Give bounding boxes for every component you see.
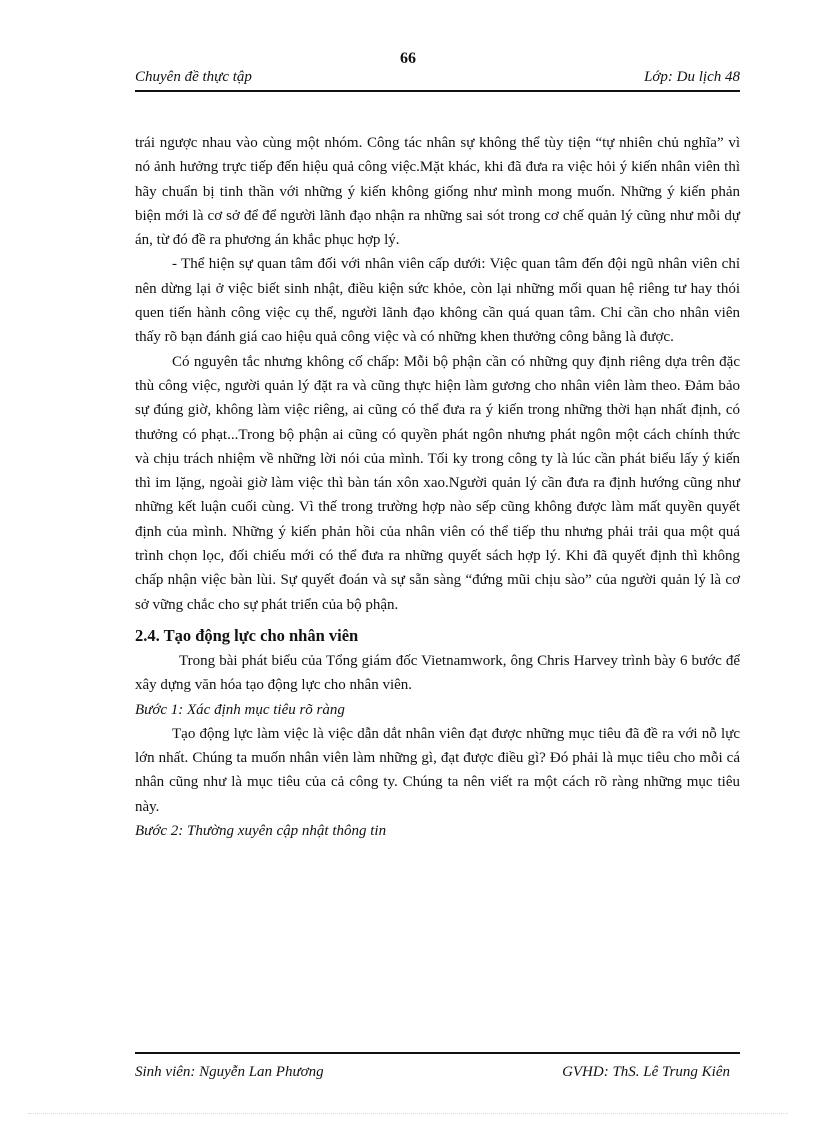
page-header — [135, 68, 740, 92]
header-class-label: Lớp: Du lịch 48 — [644, 69, 740, 85]
paragraph-care-for-staff: - Thể hiện sự quan tâm đối với nhân viên cấp dưới: Việc quan tâm đến đội ngũ nhân viên chỉ nên dừng lại ở việc biết sinh nhật, điều kiện sức khỏe, còn lại những mối quan hệ riêng tư hay thói quen tiến hành công việc cụ thể, người lãnh đạo không cần quá quan tâm. Chỉ cần cho nhân viên thấy rõ bạn đánh giá cao hiệu quả công việc và có những khen thưởng công bằng là được. — [135, 256, 740, 346]
header-course-title: Chuyên đề thực tập — [135, 69, 252, 85]
section-heading: 2.4. Tạo động lực cho nhân viên — [135, 625, 359, 645]
paragraph-principles: Có nguyên tắc nhưng không cố chấp: Mỗi bộ phận cần có những quy định riêng dựa trên đặc thù công việc, người quản lý đặt ra và cũng thực hiện làm gương cho nhân viên làm theo. Đảm bảo sự đúng giờ, không làm việc riêng, ai cũng có thể đưa ra ý kiến trong những thời hạn nhất định, có thưởng có phạt...Trong bộ phận ai cũng có quyền phát ngôn nhưng phát ngôn một cách chính thức và chịu trách nhiệm về những lời nói của mình. Tối ky trong công ty là lúc cần phát biểu lấy ý kiến thì im lặng, ngoài giờ làm việc thì bàn tán xôn xao.Người quản lý cần đưa ra định hướng cũng như những kết luận cuối cùng. Vì thế trong trường hợp nào sếp cũng không được làm mất quyền quyết định của mình. Những ý kiến phản hồi của nhân viên có thể tiếp thu nhưng phải trải qua một quá trình chọn lọc, đối chiếu mới có thể đưa ra những quyết sách hợp lý. Khi đã quyết định thì không chấp nhận việc bàn lùi. Sự quyết đoán và sự sẵn sàng “đứng mũi chịu sào” của người quản lý là cơ sở vững chắc cho sự phát triển của bộ phận. — [135, 353, 740, 613]
step-1-text: Tạo động lực làm việc là việc dẫn dắt nhân viên đạt được những mục tiêu đã đề ra với nỗ lực lớn nhất. Chúng ta muốn nhân viên làm những gì, đạt được điều gì? Đó phải là mục tiêu cho mỗi cá nhân cũng như là mục tiêu của cả công ty. Chúng ta nên viết ra một cách rõ ràng những mục tiêu này. — [135, 725, 740, 815]
paragraph-continuation: trái ngược nhau vào cùng một nhóm. Công tác nhân sự không thể tùy tiện “tự nhiên chủ nghĩa” vì nó ảnh hưởng trực tiếp đến hiệu quả công việc.Mặt khác, khi đã đưa ra việc hỏi ý kiến nhân viên thì hãy chuẩn bị tinh thần với những ý kiến không giống như mình mong muốn. Những ý kiến phản biện mới là cơ sở để để người lãnh đạo nhận ra những sai sót trong cơ chế quản lý cũng như mỗi dự án, từ đó đề ra phương án khắc phục hợp lý. — [135, 135, 740, 249]
page-footer — [135, 1052, 740, 1080]
page-number: 66 — [400, 50, 416, 67]
step-1-title: Bước 1: Xác định mục tiêu rõ ràng — [135, 701, 345, 718]
section-intro: Trong bài phát biểu của Tổng giám đốc Vietnamwork, ông Chris Harvey trình bày 6 bước để xây dựng văn hóa tạo động lực cho nhân viên. — [135, 652, 740, 694]
footer-supervisor: GVHD: ThS. Lê Trung Kiên — [562, 1064, 730, 1080]
footer-student: Sinh viên: Nguyễn Lan Phương — [135, 1064, 324, 1080]
page-bottom-rule — [28, 1113, 788, 1114]
step-2-title: Bước 2: Thường xuyên cập nhật thông tin — [135, 823, 387, 840]
document-body — [135, 131, 740, 843]
